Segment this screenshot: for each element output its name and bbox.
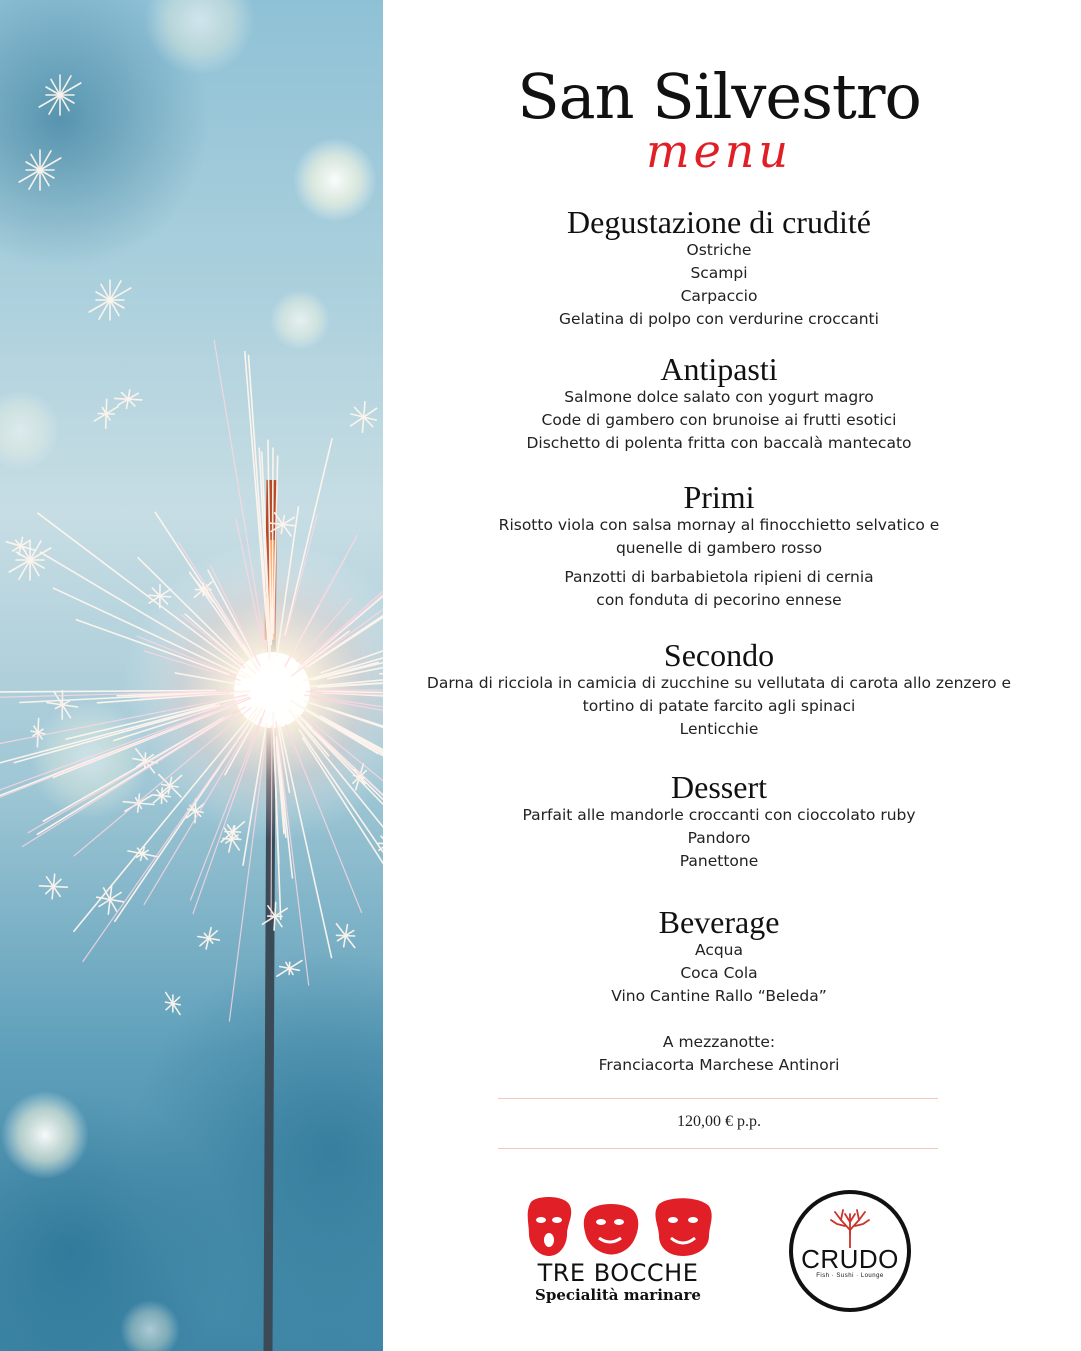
section-heading: Primi — [683, 479, 755, 515]
page-subtitle: menu — [645, 124, 793, 178]
menu-item: Darna di ricciola in camicia di zucchine su vellutata di carota allo zenzero e — [426, 674, 1012, 692]
section-dessert — [383, 770, 1055, 873]
price-label: 120,00 € p.p. — [677, 1113, 761, 1130]
tre-bocche-name: TRE BOCCHE — [537, 1259, 699, 1287]
menu-item: Gelatina di polpo con verdurine croccanti — [559, 310, 879, 328]
tre-bocche-logo — [523, 1196, 713, 1304]
section-secondo — [383, 638, 1055, 741]
menu-item: Salmone dolce salato con yogurt magro — [564, 388, 874, 406]
menu-item: Ostriche — [686, 241, 752, 259]
menu-item: Parfait alle mandorle croccanti con cioccolato ruby — [522, 806, 916, 824]
page-title: San Silvestro — [517, 60, 921, 133]
section-heading: Antipasti — [660, 351, 778, 387]
menu-item: Risotto viola con salsa mornay al finocchietto selvatico e — [498, 516, 940, 534]
sparkler-photo — [0, 0, 383, 1351]
section-heading: Dessert — [671, 769, 767, 805]
masks-icon — [523, 1196, 713, 1258]
section-primi — [383, 480, 1055, 612]
menu-item: Panettone — [679, 852, 759, 870]
section-crudite — [383, 205, 1055, 331]
divider-bottom — [498, 1148, 938, 1149]
tre-bocche-tagline: Specialità marinare — [535, 1286, 701, 1304]
menu-item: Carpaccio — [680, 287, 758, 305]
menu-item: Pandoro — [687, 829, 751, 847]
section-heading: Beverage — [658, 904, 780, 940]
coral-icon — [829, 1208, 871, 1248]
crudo-name: CRUDO — [801, 1244, 899, 1274]
section-heading: Degustazione di crudité — [567, 204, 871, 240]
section-beverage — [383, 905, 1055, 1077]
section-antipasti — [383, 352, 1055, 455]
menu-item: Lenticchie — [679, 720, 759, 738]
menu-item: Franciacorta Marchese Antinori — [598, 1056, 840, 1074]
menu-item: Vino Cantine Rallo “Beleda” — [611, 987, 827, 1005]
menu-item: Panzotti di barbabietola ripieni di cernia — [564, 568, 874, 586]
menu-item: Scampi — [690, 264, 748, 282]
menu-item: quenelle di gambero rosso — [615, 539, 823, 557]
crudo-tagline: Fish · Sushi · Lounge — [816, 1273, 884, 1279]
menu-item: tortino di patate farcito agli spinaci — [582, 697, 856, 715]
menu-item: Coca Cola — [680, 964, 758, 982]
divider-top — [498, 1098, 938, 1099]
sparkler-illustration — [0, 0, 383, 1351]
section-heading: Secondo — [663, 637, 775, 673]
menu-item: Acqua — [694, 941, 743, 959]
menu-item: con fonduta di pecorino ennese — [596, 591, 842, 609]
crudo-logo — [789, 1190, 911, 1312]
menu-item: Dischetto di polenta fritta con baccalà mantecato — [526, 434, 912, 452]
menu-item: A mezzanotte: — [662, 1033, 776, 1051]
menu-item: Code di gambero con brunoise ai frutti esotici — [541, 411, 897, 429]
menu-column — [383, 0, 1081, 1351]
